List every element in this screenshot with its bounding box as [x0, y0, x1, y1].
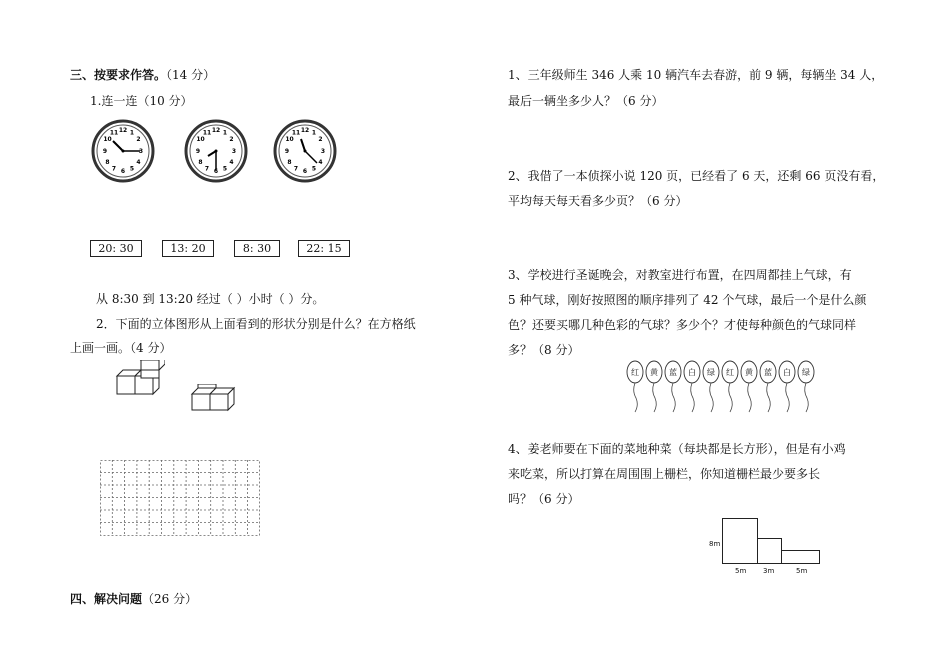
svg-text:2: 2: [136, 136, 141, 143]
q1-fill-blank: 从 8:30 到 13:20 经过（ ）小时（ ）分。: [96, 292, 325, 306]
problem-3-line-4: 多？（8 分）: [508, 343, 580, 357]
time-box-2[interactable]: 13: 20: [162, 240, 214, 257]
svg-text:8: 8: [105, 159, 110, 166]
balloon-label: 蓝: [669, 368, 677, 377]
time-box-3[interactable]: 8: 30: [234, 240, 280, 257]
q2-line-2: 上画一画。（4 分）: [70, 341, 172, 355]
balloon-label: 黄: [650, 368, 658, 377]
svg-text:6: 6: [120, 168, 126, 175]
svg-text:6: 6: [213, 168, 219, 175]
q1-title: 1.连一连（10 分）: [90, 94, 193, 108]
garden-width-label-3: 5m: [796, 567, 808, 575]
svg-text:8: 8: [198, 159, 203, 166]
svg-text:1: 1: [311, 129, 317, 137]
svg-text:11: 11: [291, 129, 301, 137]
balloon-label: 白: [783, 368, 791, 377]
problem-1-line-1: 1、三年级师生 346 人乘 10 辆汽车去春游，前 9 辆，每辆坐 34 人，: [508, 68, 884, 82]
svg-text:10: 10: [196, 136, 205, 143]
svg-text:4: 4: [229, 159, 234, 166]
balloon-label: 白: [688, 368, 696, 377]
section4-title: 四、解决问题: [70, 592, 143, 606]
balloon-label: 蓝: [764, 368, 772, 377]
section3-points: （14 分）: [166, 68, 216, 82]
svg-text:12: 12: [118, 127, 128, 134]
section3-title: 三、按要求作答。: [70, 68, 167, 82]
problem-4-line-3: 吗？（6 分）: [508, 492, 580, 506]
svg-text:6: 6: [302, 168, 308, 175]
problem-2-line-2: 平均每天每天看多少页？（6 分）: [508, 194, 688, 208]
section3-heading: [70, 66, 215, 83]
balloon-label: 红: [726, 368, 734, 377]
section4-points: （26 分）: [142, 592, 198, 606]
svg-text:5: 5: [222, 165, 228, 173]
garden-width-label-2: 3m: [763, 567, 775, 575]
clock-2: [183, 118, 249, 184]
svg-text:5: 5: [311, 165, 317, 173]
problem-3-line-2: 5 种气球，刚好按照图的顺序排列了 42 个气球，最后一个是什么颜: [508, 293, 867, 307]
garden-plot-3: [782, 551, 820, 564]
svg-text:7: 7: [204, 165, 210, 173]
clock-1: [90, 118, 156, 184]
balloon-label: 红: [631, 368, 639, 377]
svg-text:4: 4: [136, 159, 141, 166]
balloon-label: 绿: [802, 368, 810, 377]
section4-heading: [70, 590, 197, 607]
balloon-label: 绿: [707, 368, 715, 377]
garden-plot-1: [723, 519, 758, 564]
problem-3-line-3: 色？还要买哪几种色彩的气球？多少个？才使每种颜色的气球同样: [508, 318, 857, 332]
garden-figure: [705, 515, 825, 577]
svg-text:9: 9: [195, 148, 201, 155]
svg-text:9: 9: [102, 148, 108, 155]
garden-width-label-1: 5m: [735, 567, 747, 575]
problem-1-line-2: 最后一辆坐多少人？（6 分）: [508, 94, 664, 108]
svg-text:12: 12: [300, 127, 310, 134]
svg-text:11: 11: [202, 129, 212, 137]
problem-2-line-1: 2、我借了一本侦探小说 120 页，已经看了 6 天，还剩 66 页没有看，: [508, 169, 885, 183]
svg-text:7: 7: [111, 165, 117, 173]
problem-4-line-2: 来吃菜，所以打算在周围围上栅栏，你知道栅栏最少要多长: [508, 467, 821, 481]
svg-text:10: 10: [103, 136, 112, 143]
svg-text:1: 1: [129, 129, 135, 137]
cube-solid-1: [115, 360, 165, 396]
q2-line-1: 2．下面的立体图形从上面看到的形状分别是什么？在方格纸: [96, 317, 416, 331]
svg-text:7: 7: [293, 165, 299, 173]
time-box-4[interactable]: 22: 15: [298, 240, 350, 257]
balloon-row: [625, 360, 820, 416]
svg-text:2: 2: [229, 136, 234, 143]
svg-text:10: 10: [285, 136, 294, 143]
balloon-label: 黄: [745, 368, 753, 377]
garden-plot-2: [758, 539, 782, 564]
svg-text:5: 5: [129, 165, 135, 173]
svg-text:3: 3: [138, 148, 144, 155]
garden-height-label: 8m: [709, 540, 721, 548]
svg-text:2: 2: [318, 136, 323, 143]
time-box-1[interactable]: 20: 30: [90, 240, 142, 257]
svg-text:8: 8: [287, 159, 292, 166]
svg-text:3: 3: [231, 148, 237, 155]
problem-3-line-1: 3、学校进行圣诞晚会，对教室进行布置，在四周都挂上气球，有: [508, 268, 852, 282]
svg-text:4: 4: [318, 159, 323, 166]
drawing-grid[interactable]: [100, 460, 260, 536]
svg-text:9: 9: [284, 148, 290, 155]
svg-text:1: 1: [222, 129, 228, 137]
cube-solid-2: [190, 384, 236, 412]
svg-text:11: 11: [109, 129, 119, 137]
problem-4-line-1: 4、姜老师要在下面的菜地种菜（每块都是长方形），但是有小鸡: [508, 442, 846, 456]
svg-text:12: 12: [211, 127, 221, 134]
svg-text:3: 3: [320, 148, 326, 155]
clock-3: [272, 118, 338, 184]
